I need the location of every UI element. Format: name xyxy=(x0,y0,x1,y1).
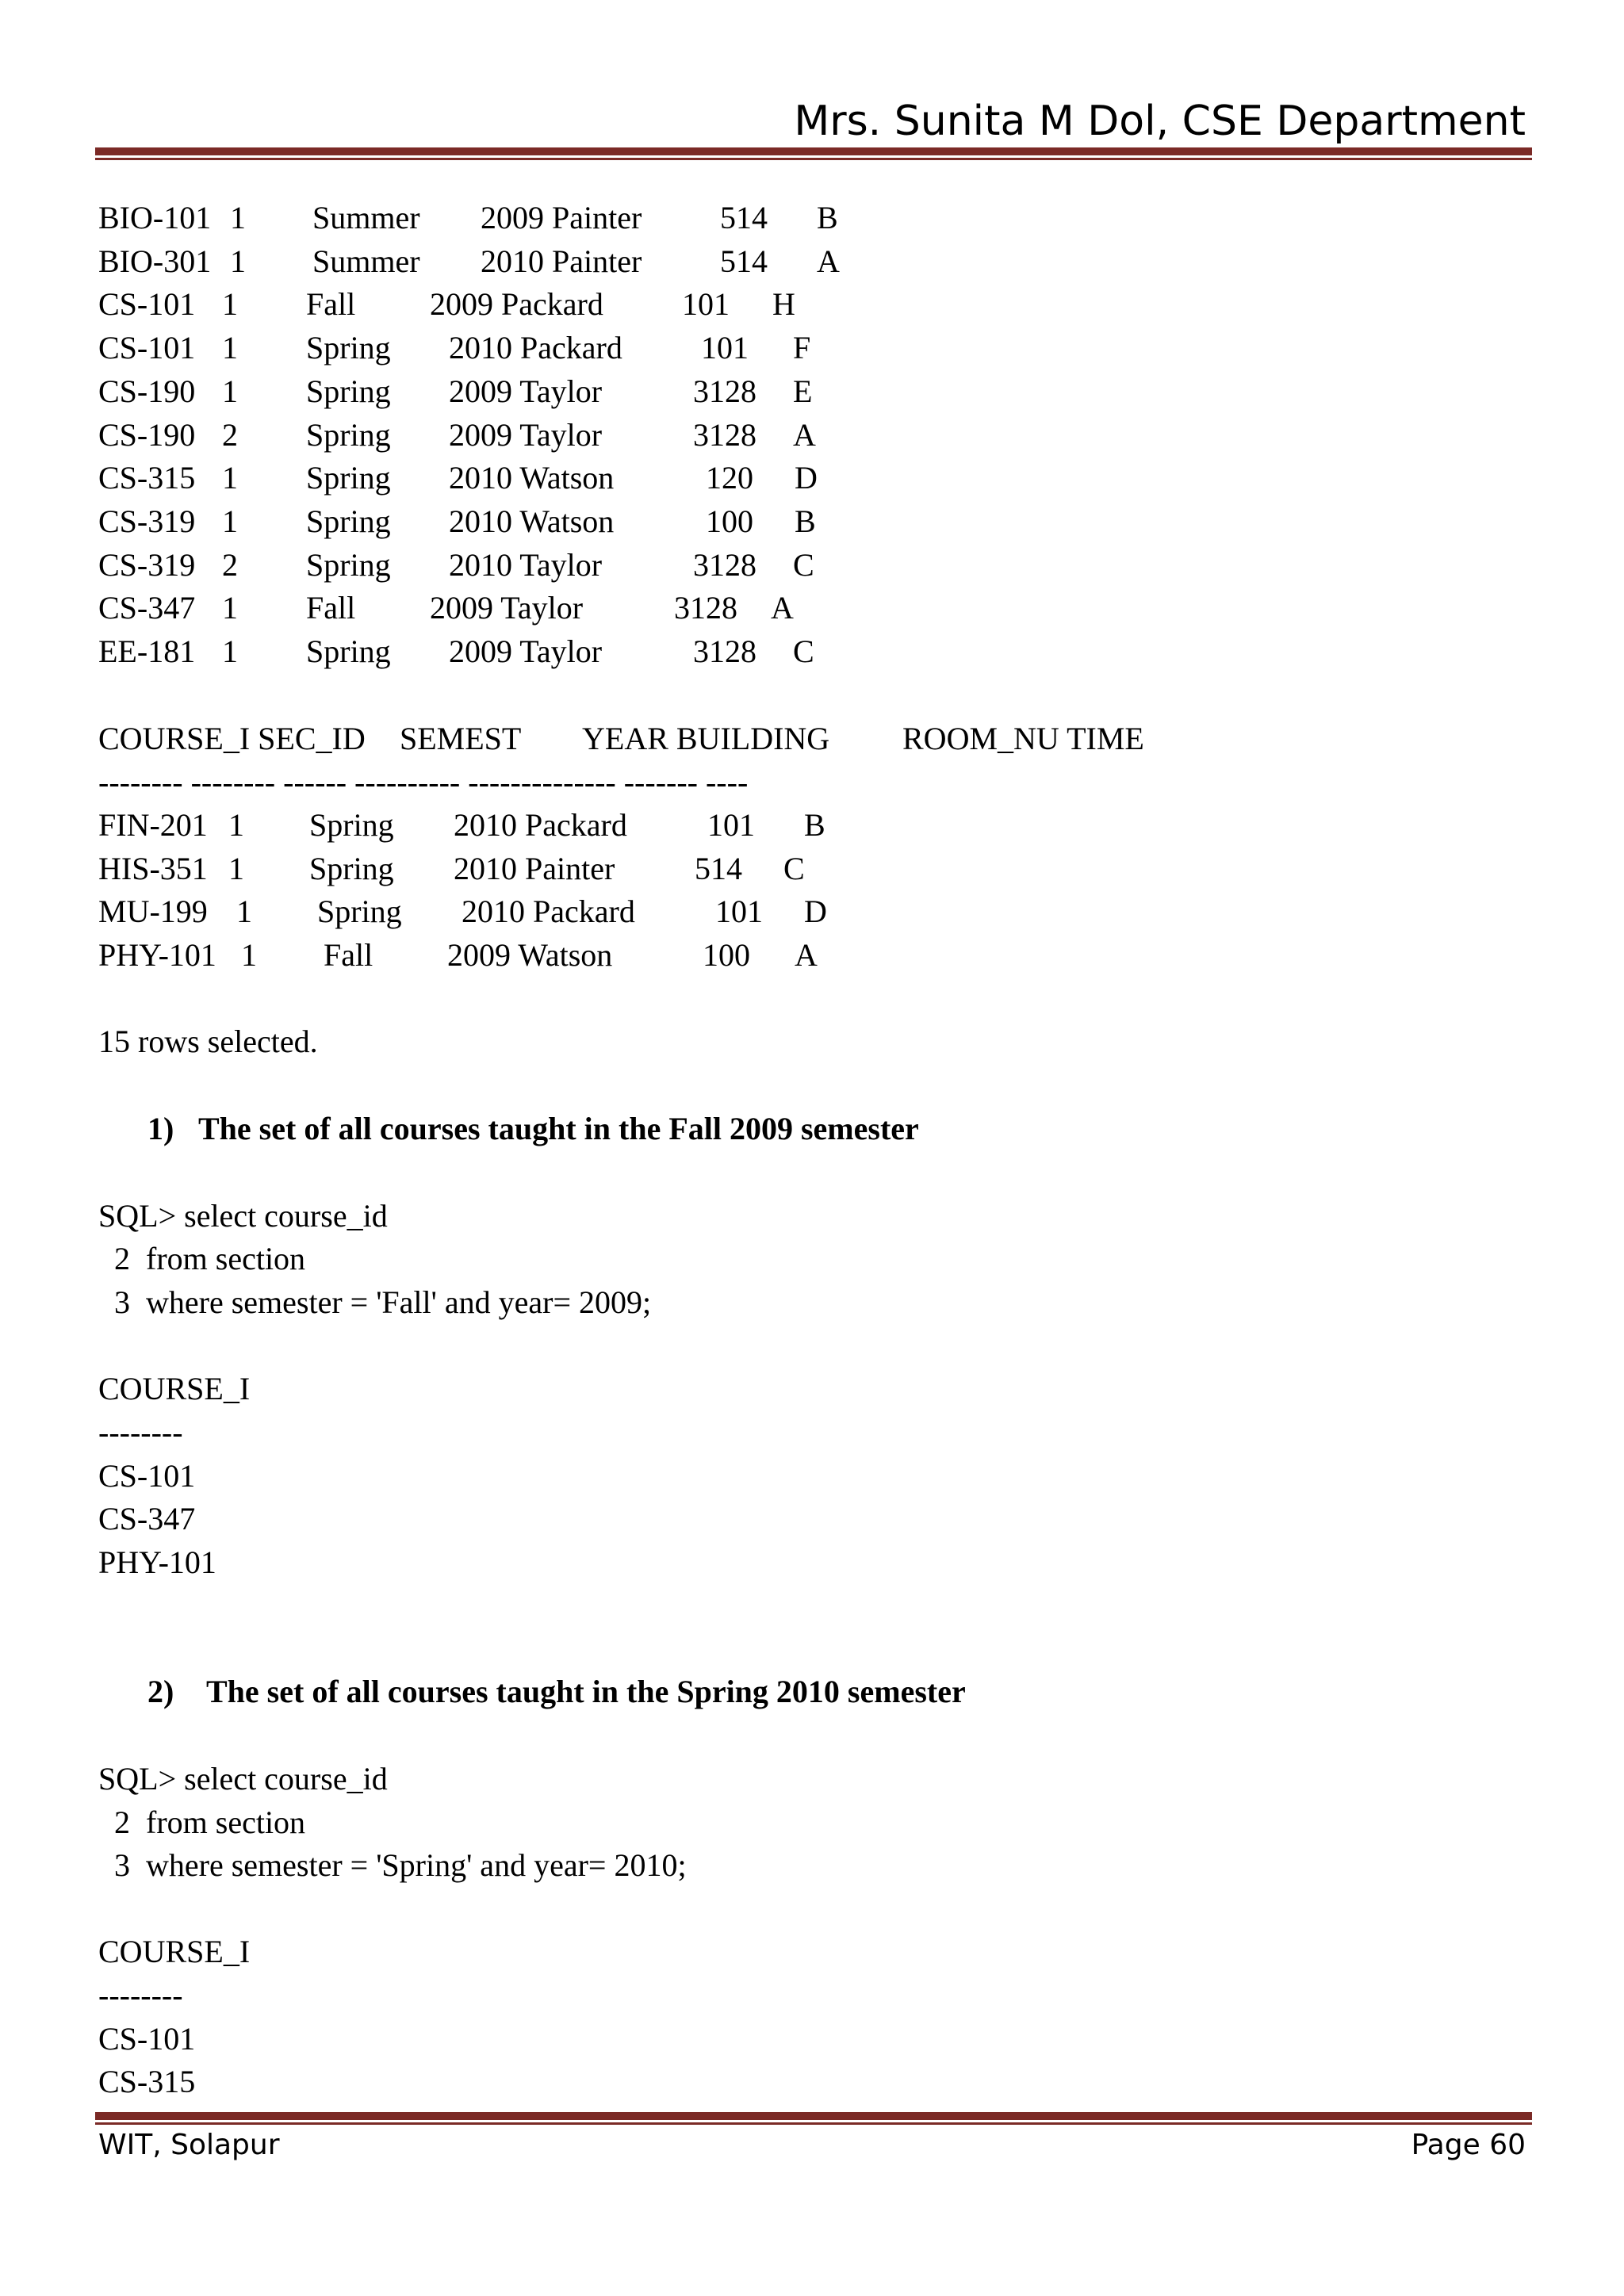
cell-semester: Summer xyxy=(312,200,420,235)
cell-sec-id: 1 xyxy=(241,937,257,974)
result-row: CS-347 xyxy=(98,1501,196,1536)
cell-year-building: 2009 Painter xyxy=(481,200,642,235)
cell-sec-id: 2 xyxy=(222,546,238,583)
sql-line: 2 from section xyxy=(98,1804,306,1840)
cell-time-slot: A xyxy=(795,937,818,974)
cell-time-slot: B xyxy=(795,503,816,539)
cell-time-slot: B xyxy=(817,200,838,235)
page-number: Page 60 xyxy=(1411,2129,1526,2161)
cell-sec-id: 2 xyxy=(222,416,238,453)
cell-room-number: 101 xyxy=(682,286,730,323)
result-separator: -------- xyxy=(98,1977,183,2013)
cell-sec-id: 1 xyxy=(230,200,246,235)
cell-year-building: 2009 Taylor xyxy=(449,633,603,669)
cell-year-building: 2010 Watson xyxy=(449,503,615,539)
cell-sec-id: 1 xyxy=(222,330,238,366)
cell-semester: Spring xyxy=(306,416,391,453)
cell-room-number: 514 xyxy=(720,243,768,279)
cell-year-building: 2009 Watson xyxy=(447,937,613,974)
rows-selected-text: 15 rows selected. xyxy=(98,1024,318,1059)
cell-year-building: 2010 Taylor xyxy=(449,546,603,583)
cell-time-slot: E xyxy=(793,373,813,409)
cell-semester: Fall xyxy=(306,590,356,626)
cell-sec-id: 1 xyxy=(222,373,238,409)
cell-course-id: MU-199 xyxy=(98,894,208,930)
cell-course-id: FIN-201 xyxy=(98,807,208,843)
cell-course-id: PHY-101 xyxy=(98,937,216,974)
cell-year-building: 2010 Packard xyxy=(454,807,627,843)
cell-sec-id: 1 xyxy=(222,460,238,496)
sql-line: SQL> select course_id xyxy=(98,1198,388,1234)
cell-course-id: EE-181 xyxy=(98,633,196,669)
result-row: CS-315 xyxy=(98,2064,196,2099)
sql-line: 3 where semester = 'Fall' and year= 2009; xyxy=(98,1284,652,1320)
cell-course-id: CS-190 xyxy=(98,416,196,453)
cell-semester: Spring xyxy=(306,546,391,583)
cell-sec-id: 1 xyxy=(228,850,244,886)
cell-course-id: CS-347 xyxy=(98,590,196,626)
cell-time-slot: H xyxy=(772,286,795,323)
cell-course-id: CS-101 xyxy=(98,286,196,323)
cell-sec-id: 1 xyxy=(222,590,238,626)
cell-year-building: 2010 Painter xyxy=(454,850,615,886)
header-rule xyxy=(95,147,1532,160)
cell-semester: Spring xyxy=(306,460,391,496)
cell-time-slot: F xyxy=(793,330,811,366)
section-number: 1) xyxy=(147,1111,174,1146)
cell-sec-id: 1 xyxy=(222,503,238,539)
cell-sec-id: 1 xyxy=(230,243,246,279)
cell-semester: Spring xyxy=(306,633,391,669)
sql-line: 3 where semester = 'Spring' and year= 2010; xyxy=(98,1847,687,1883)
cell-semester: Fall xyxy=(306,286,356,323)
cell-semester: Spring xyxy=(309,807,394,843)
cell-time-slot: C xyxy=(793,546,814,583)
cell-sec-id: 1 xyxy=(228,807,244,843)
column-header: YEAR BUILDING xyxy=(582,721,830,756)
cell-time-slot: D xyxy=(804,894,827,930)
cell-year-building: 2009 Taylor xyxy=(430,590,584,626)
cell-room-number: 100 xyxy=(703,937,750,974)
cell-year-building: 2010 Packard xyxy=(449,330,622,366)
footer-rule xyxy=(95,2112,1532,2125)
cell-room-number: 3128 xyxy=(674,590,737,626)
cell-room-number: 3128 xyxy=(693,373,756,409)
cell-course-id: HIS-351 xyxy=(98,850,208,886)
cell-time-slot: A xyxy=(771,590,794,626)
cell-room-number: 514 xyxy=(720,200,768,235)
cell-time-slot: A xyxy=(793,416,816,453)
section-title: The set of all courses taught in the Fall 2009 semester xyxy=(198,1111,919,1146)
cell-time-slot: C xyxy=(783,850,805,886)
cell-room-number: 3128 xyxy=(693,416,756,453)
cell-room-number: 3128 xyxy=(693,633,756,669)
cell-year-building: 2010 Watson xyxy=(449,460,615,496)
cell-room-number: 120 xyxy=(706,460,753,496)
result-separator: -------- xyxy=(98,1414,183,1450)
result-row: PHY-101 xyxy=(98,1544,216,1580)
sql-line: SQL> select course_id xyxy=(98,1761,388,1797)
cell-year-building: 2009 Taylor xyxy=(449,373,603,409)
result-header: COURSE_I xyxy=(98,1371,251,1406)
cell-course-id: CS-101 xyxy=(98,330,196,366)
cell-year-building: 2010 Packard xyxy=(462,894,635,930)
footer-institution: WIT, Solapur xyxy=(98,2129,280,2161)
column-header: COURSE_I SEC_ID xyxy=(98,721,366,756)
cell-room-number: 514 xyxy=(695,850,742,886)
column-header: ROOM_NU TIME xyxy=(902,721,1144,756)
section-title: The set of all courses taught in the Spring 2010 semester xyxy=(206,1674,966,1709)
cell-year-building: 2009 Packard xyxy=(430,286,603,323)
cell-time-slot: B xyxy=(804,807,825,843)
cell-time-slot: C xyxy=(793,633,814,669)
cell-course-id: CS-315 xyxy=(98,460,196,496)
result-header: COURSE_I xyxy=(98,1934,251,1969)
cell-semester: Spring xyxy=(309,850,394,886)
cell-time-slot: D xyxy=(795,460,818,496)
cell-sec-id: 1 xyxy=(236,894,252,930)
result-row: CS-101 xyxy=(98,2021,196,2057)
cell-sec-id: 1 xyxy=(222,286,238,323)
table-2-separator: -------- -------- ------ ---------- -------------- ------- ---- xyxy=(98,764,749,800)
result-row: CS-101 xyxy=(98,1458,196,1494)
cell-semester: Spring xyxy=(306,330,391,366)
cell-room-number: 101 xyxy=(707,807,755,843)
cell-course-id: CS-319 xyxy=(98,546,196,583)
header-title: Mrs. Sunita M Dol, CSE Department xyxy=(794,98,1526,145)
cell-course-id: BIO-301 xyxy=(98,243,212,279)
cell-room-number: 100 xyxy=(706,503,753,539)
section-number: 2) xyxy=(147,1674,174,1709)
cell-room-number: 101 xyxy=(701,330,749,366)
cell-semester: Spring xyxy=(306,503,391,539)
cell-semester: Summer xyxy=(312,243,420,279)
cell-course-id: CS-319 xyxy=(98,503,196,539)
cell-room-number: 3128 xyxy=(693,546,756,583)
section-2-heading xyxy=(98,1670,966,1714)
section-1-heading xyxy=(98,1107,919,1151)
table-2-header-row xyxy=(98,717,1144,761)
cell-year-building: 2009 Taylor xyxy=(449,416,603,453)
cell-semester: Spring xyxy=(306,373,391,409)
sql-line: 2 from section xyxy=(98,1241,306,1276)
cell-year-building: 2010 Painter xyxy=(481,243,642,279)
cell-course-id: CS-190 xyxy=(98,373,196,409)
cell-sec-id: 1 xyxy=(222,633,238,669)
cell-room-number: 101 xyxy=(715,894,763,930)
cell-time-slot: A xyxy=(817,243,840,279)
cell-course-id: BIO-101 xyxy=(98,200,212,235)
cell-semester: Fall xyxy=(324,937,373,974)
cell-semester: Spring xyxy=(317,894,402,930)
column-header: SEMEST xyxy=(400,721,522,756)
